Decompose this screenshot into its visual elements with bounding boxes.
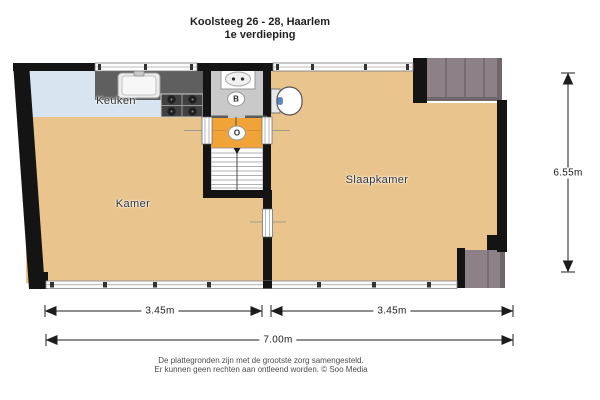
landing-badge: O	[228, 126, 246, 141]
dim-label-bottom-left: 3.45m	[141, 306, 178, 317]
stove-icon	[161, 94, 203, 117]
kitchen-label: Keuken	[96, 95, 136, 107]
page-subtitle: 1e verdieping	[224, 29, 296, 41]
bedroom-basin-icon	[271, 87, 302, 115]
disclaimer	[0, 357, 522, 374]
disclaimer-line-2: Er kunnen geen rechten aan ontleend worden. © Soo Media	[154, 364, 368, 374]
washbasin-icon	[221, 69, 255, 89]
disclaimer-line-1: De plattegronden zijn met de grootste zorg samengesteld.	[158, 356, 364, 365]
roof-bottom-right	[465, 250, 505, 288]
sink-icon	[118, 70, 160, 98]
living-room-label: Kamer	[115, 198, 151, 210]
dim-label-bottom-total: 7.00m	[259, 335, 296, 346]
window-bedroom-top	[273, 63, 413, 71]
bathroom-badge: B	[227, 92, 245, 107]
dim-label-right-height: 6.55m	[549, 168, 586, 179]
window-kitchen-top	[95, 63, 197, 71]
stairs-icon	[211, 148, 263, 191]
window-bottom	[46, 281, 457, 289]
dim-label-bottom-right: 3.45m	[373, 306, 410, 317]
bedroom-label: Slaapkamer	[345, 174, 409, 186]
roof-top-right	[427, 58, 502, 101]
page-title: Koolsteeg 26 - 28, Haarlem	[189, 16, 330, 28]
plan-header	[0, 16, 520, 42]
